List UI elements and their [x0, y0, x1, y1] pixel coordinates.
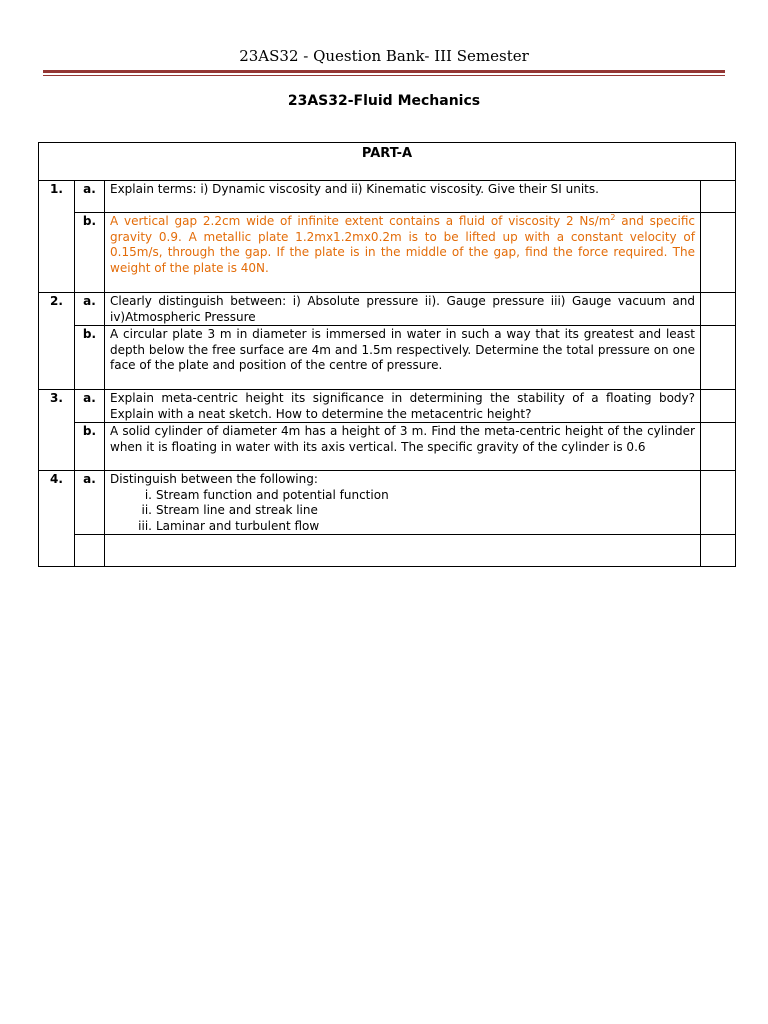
table-row	[39, 535, 736, 567]
superscript: 2	[610, 213, 616, 222]
question-text: Explain meta-centric height its significance in determining the stability of a floating body? Explain with a neat sketch. How to determine the metacentric height?	[105, 390, 701, 423]
marks-cell	[701, 535, 736, 567]
table-row	[39, 213, 736, 293]
question-text: Explain terms: i) Dynamic viscosity and ii) Kinematic viscosity. Give their SI units.	[105, 181, 701, 213]
question-text: Distinguish between the following:	[110, 472, 318, 486]
list-marker: i.	[144, 487, 152, 502]
marks-cell	[701, 181, 736, 213]
question-text: Clearly distinguish between: i) Absolute pressure ii). Gauge pressure iii) Gauge vacuum and iv)Atmospheric Pressure	[105, 293, 701, 326]
sub-question-label: b.	[75, 423, 105, 471]
marks-cell	[701, 213, 736, 293]
question-text: A circular plate 3 m in diameter is immersed in water in such a way that its greatest and least depth below the free surface are 4m and 1.5m respectively. Determine the total pressure on one face of the plate and position of the centre of pressure.	[105, 326, 701, 390]
table-row	[39, 293, 736, 326]
list-item	[138, 518, 695, 535]
list-item-text: Laminar and turbulent flow	[156, 518, 320, 533]
marks-cell	[701, 326, 736, 390]
sub-question-label: a.	[75, 293, 105, 326]
table-row	[39, 181, 736, 213]
question-table	[38, 142, 736, 567]
question-number: 2.	[39, 293, 75, 390]
table-row	[39, 326, 736, 390]
table-row	[39, 423, 736, 471]
marks-cell	[701, 423, 736, 471]
header-rule-thick	[43, 70, 725, 73]
question-text-part: A vertical gap 2.2cm wide of infinite extent contains a fluid of viscosity 2 Ns/m	[110, 214, 611, 228]
sub-question-label: a.	[75, 390, 105, 423]
marks-cell	[701, 293, 736, 326]
list-marker: ii.	[141, 503, 152, 517]
sub-question-label: a.	[75, 471, 105, 535]
list-marker: iii.	[138, 518, 152, 533]
part-label: PART-A	[39, 143, 736, 181]
document-header-title: 23AS32 - Question Bank- III Semester	[239, 47, 529, 65]
question-text-highlighted	[105, 213, 701, 293]
sub-question-label-empty	[75, 535, 105, 567]
subject-title: 23AS32-Fluid Mechanics	[287, 93, 481, 109]
list-item	[144, 487, 695, 504]
question-number: 1.	[39, 181, 75, 293]
question-number: 4.	[39, 471, 75, 567]
sub-question-label: b.	[75, 326, 105, 390]
question-text-empty	[105, 535, 701, 567]
sub-item-list	[110, 488, 695, 535]
list-item-text: Stream function and potential function	[156, 487, 389, 502]
question-text: A solid cylinder of diameter 4m has a height of 3 m. Find the meta-centric height of the cylinder when it is floating in water with its axis vertical. The specific gravity of the cylinder is 0.6	[105, 423, 701, 471]
question-text-with-list	[105, 471, 701, 535]
question-text-part: and specific gravity 0.9. A metallic plate 1.2mx1.2mx0.2m is to be lifted up with a constant velocity of 0.15m/s, through the gap. If the plate is in the middle of the gap, find the force required. The weight of the plate is 40N.	[110, 214, 696, 275]
table-row	[39, 471, 736, 535]
list-item-text: Stream line and streak line	[156, 503, 318, 517]
part-header-row	[39, 143, 736, 181]
list-item	[141, 503, 695, 519]
marks-cell	[701, 390, 736, 423]
table-row	[39, 390, 736, 423]
header-rule-thin	[43, 75, 725, 76]
question-number: 3.	[39, 390, 75, 471]
marks-cell	[701, 471, 736, 535]
sub-question-label: a.	[75, 181, 105, 213]
sub-question-label: b.	[75, 213, 105, 293]
